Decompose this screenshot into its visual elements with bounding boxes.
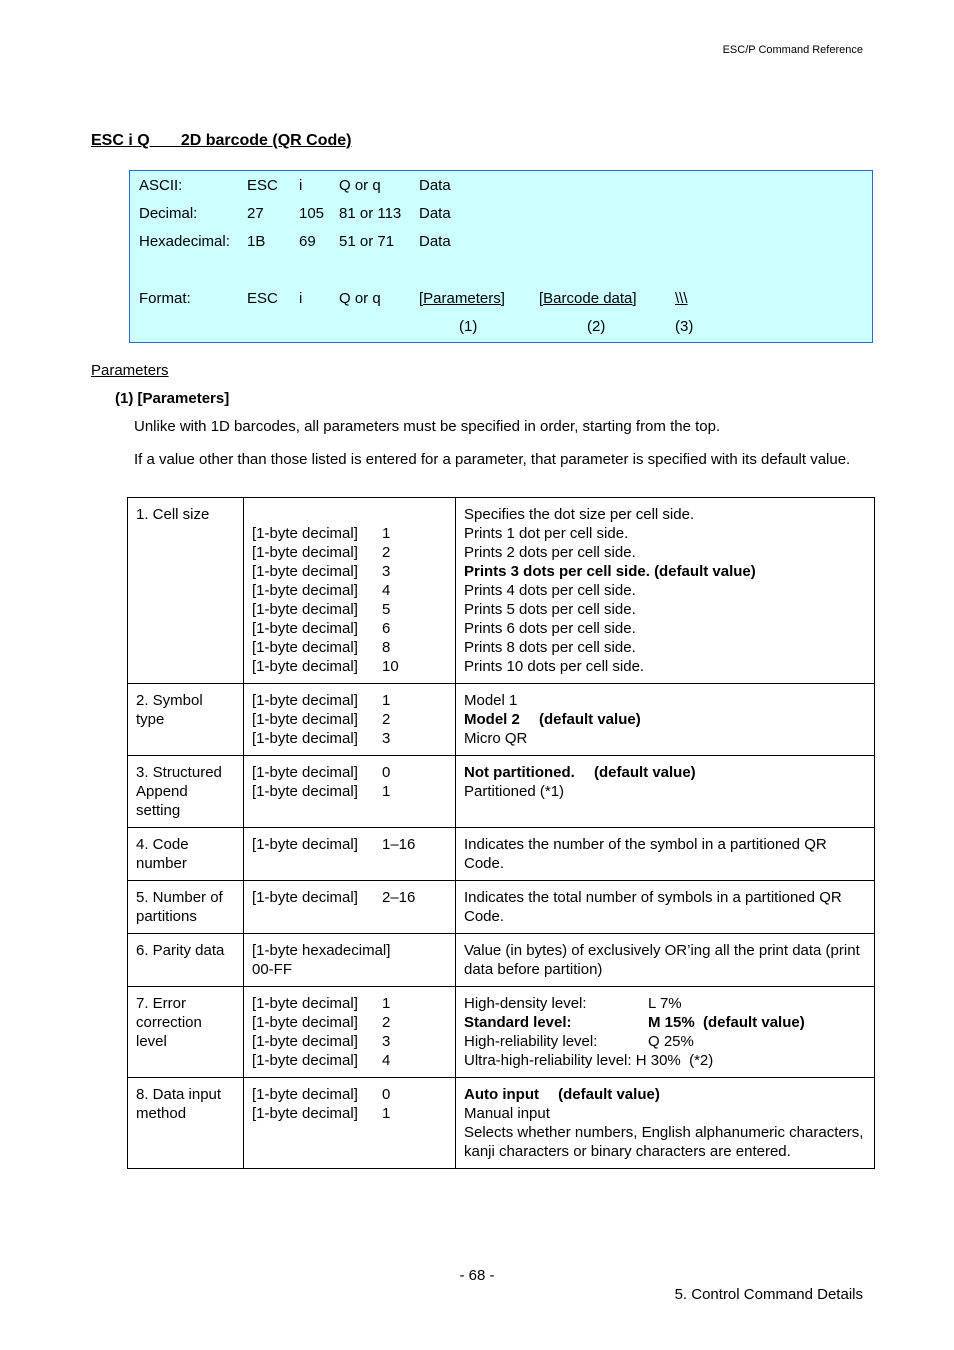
param-name: 8. Data input method [128, 1078, 244, 1169]
table-row: 1. Cell size [1-byte decimal] 1 [1-byte decimal] 2 [1-byte decimal] 3 [1-byte decimal] 4 [1-byte decimal] 5 [1-byte decimal] 6 [1-byte decimal] 8 [1-byte decimal] 10 Specifies the dot size per cell side. Prints 1 dot per cell side. Prints 2 dots per cell side. Prints 3 dots per cell side. (default value) Prints 4 dots per cell side. Prints 5 dots per cell side. Prints 6 dots per cell side. Prints 8 dots per cell side. Prints 10 dots per cell side. [128, 498, 875, 684]
page-number: - 68 - [459, 1267, 495, 1284]
table-row: 5. Number of partitions [1-byte decimal] 2–16 Indicates the total number of symbols in a partitioned QR Code. [128, 881, 875, 934]
format-c3: Q or q [339, 290, 381, 307]
param-name: 4. Code number [128, 828, 244, 881]
parameters-table [127, 497, 875, 1169]
format-label: Format: [139, 290, 191, 307]
intro-paragraph-1: Unlike with 1D barcodes, all parameters must be specified in order, starting from the top. [134, 418, 721, 435]
ascii-c4: Data [419, 177, 451, 194]
format-note-1: (1) [459, 318, 478, 335]
ascii-c1: ESC [247, 177, 278, 194]
footer-section: 5. Control Command Details [674, 1286, 863, 1303]
page-title [91, 132, 352, 150]
table-row: 8. Data input method [1-byte decimal] 0 [1-byte decimal] 1 Auto input (default value) Manual input Selects whether numbers, English alphanumeric characters, kanji characters or binary characters are entered. [128, 1078, 875, 1169]
format-c1: ESC [247, 290, 278, 307]
parameters-subheading: (1) [Parameters] [115, 390, 230, 407]
command-description: 2D barcode (QR Code) [180, 132, 352, 149]
table-row: 3. Structured Append setting [1-byte decimal] 0 [1-byte decimal] 1 Not partitioned. (default value) Partitioned (*1) [128, 756, 875, 828]
decimal-c3: 81 or 113 [339, 205, 402, 222]
ascii-c2: i [299, 177, 303, 194]
hex-c1: 1B [247, 233, 266, 250]
param-name: 5. Number of partitions [128, 881, 244, 934]
decimal-c2: 105 [299, 205, 325, 222]
format-terminator: \\\ [675, 290, 688, 307]
decimal-c1: 27 [247, 205, 264, 222]
param-name: 6. Parity data [128, 934, 244, 987]
hex-label: Hexadecimal: [139, 233, 230, 250]
command-box [129, 170, 873, 343]
table-row: 7. Error correction level [1-byte decimal] 1 [1-byte decimal] 2 [1-byte decimal] 3 [1-byte decimal] 4 High-density level: L 7% Standard level: M 15% (default value) High-reliability level: Q 25% Ultra-high-reliability level: H 30% (*2) [128, 987, 875, 1078]
param-name: 2. Symbol type [128, 684, 244, 756]
table-row: 6. Parity data [1-byte hexadecimal] 00-FF Value (in bytes) of exclusively OR’ing all the print data (print data before partition) [128, 934, 875, 987]
format-parameters: [Parameters] [419, 290, 505, 307]
param-name: 1. Cell size [128, 498, 244, 684]
hex-c4: Data [419, 233, 451, 250]
table-row: 2. Symbol type [1-byte decimal] 1 [1-byte decimal] 2 [1-byte decimal] 3 Model 1 Model 2 (default value) Micro QR [128, 684, 875, 756]
decimal-label: Decimal: [139, 205, 198, 222]
intro-paragraph-2: If a value other than those listed is entered for a parameter, that parameter is specified with its default value. [134, 451, 851, 468]
decimal-c4: Data [419, 205, 451, 222]
table-row: 4. Code number [1-byte decimal] 1–16 Indicates the number of the symbol in a partitioned QR Code. [128, 828, 875, 881]
hex-c2: 69 [299, 233, 316, 250]
command-name: ESC i Q [91, 132, 150, 149]
hex-c3: 51 or 71 [339, 233, 395, 250]
param-name: 3. Structured Append setting [128, 756, 244, 828]
format-barcode-data: [Barcode data] [539, 290, 637, 307]
format-c2: i [299, 290, 303, 307]
header-reference: ESC/P Command Reference [722, 44, 863, 56]
parameters-heading: Parameters [91, 362, 169, 379]
format-note-2: (2) [587, 318, 606, 335]
param-name: 7. Error correction level [128, 987, 244, 1078]
ascii-label: ASCII: [139, 177, 183, 194]
ascii-c3: Q or q [339, 177, 381, 194]
format-note-3: (3) [675, 318, 694, 335]
